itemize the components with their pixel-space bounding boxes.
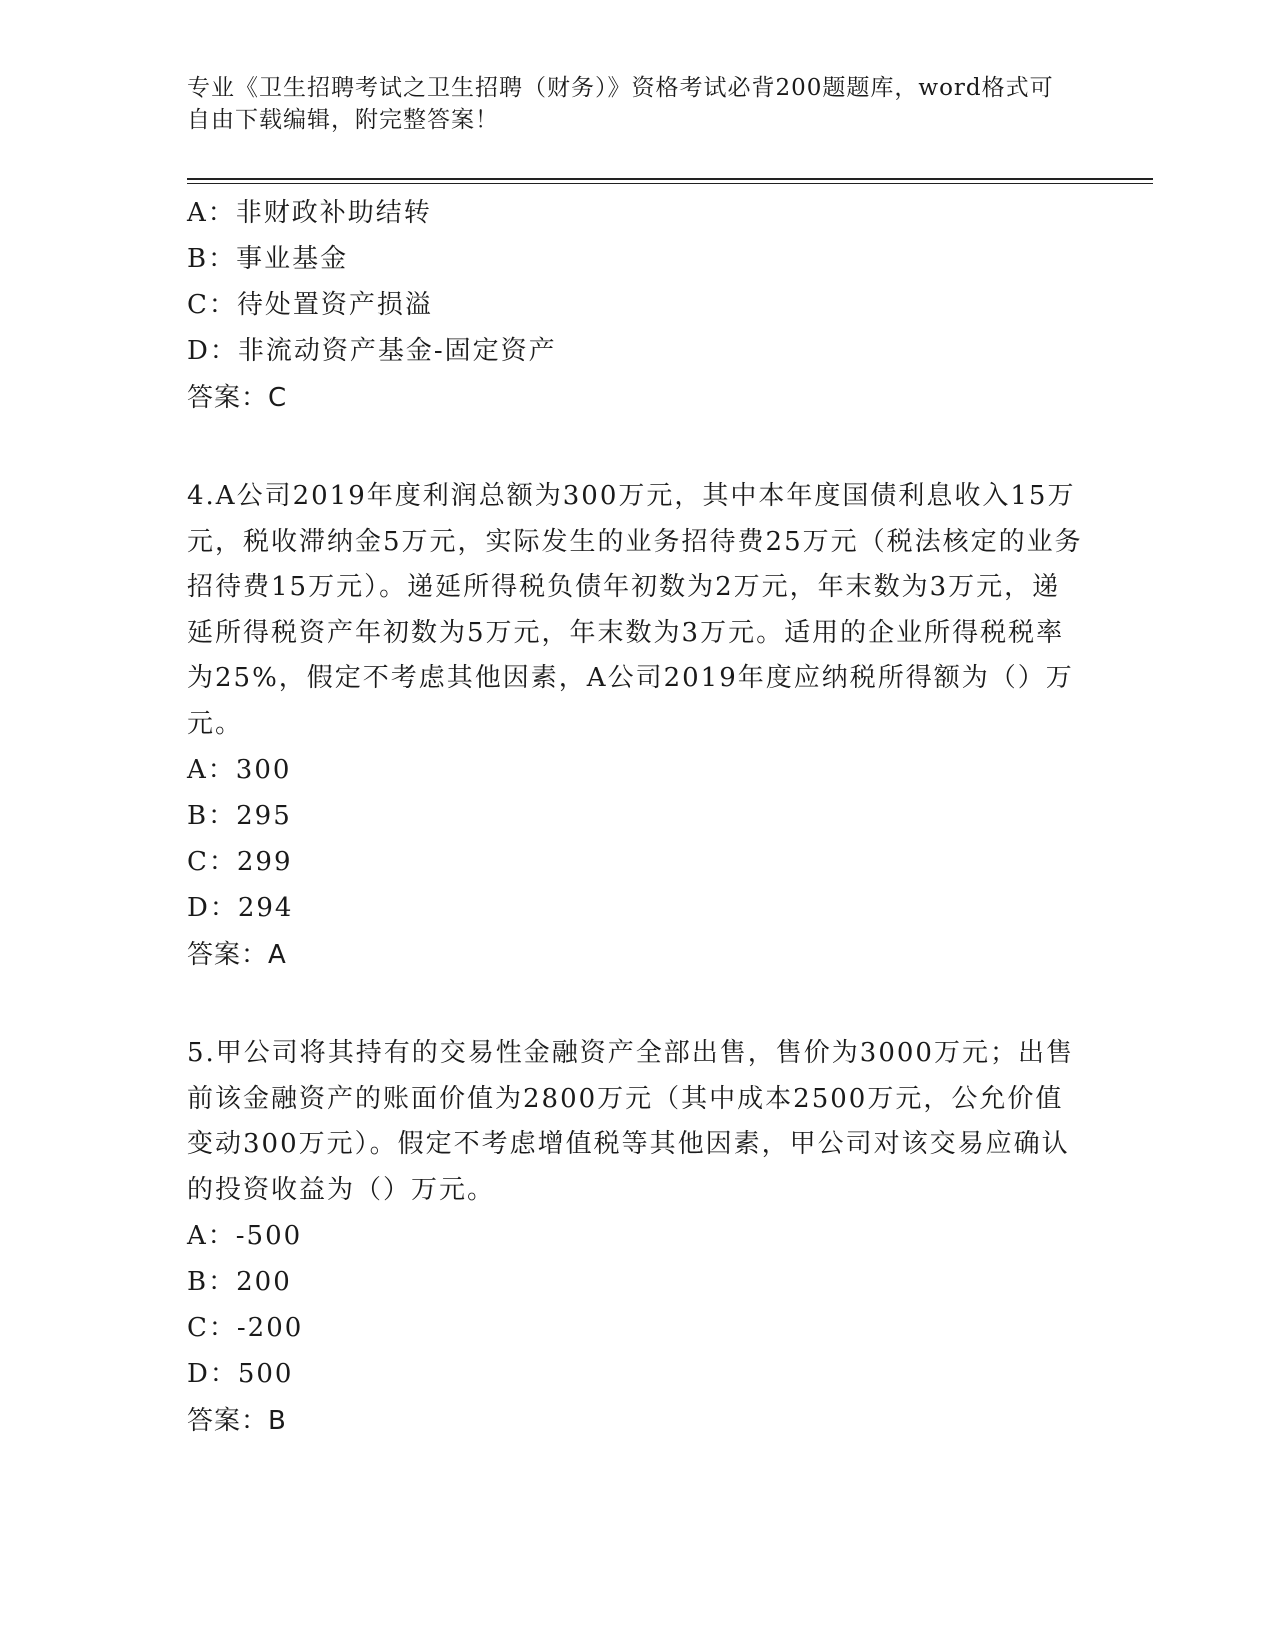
- answer: 答案：A: [187, 940, 287, 970]
- option-b: B：295: [187, 801, 292, 831]
- answer: 答案：B: [187, 1406, 287, 1436]
- question-content: [187, 190, 1087, 1445]
- option-c: C：299: [187, 847, 293, 877]
- question-5: [187, 1031, 1087, 1445]
- question-stem: 4.A公司2019年度利润总额为300万元，其中本年度国债利息收入15万元，税收滞纳金5万元，实际发生的业务招待费25万元（税法核定的业务招待费15万元）。递延所得税负债年初数为2万元，年末数为3万元，递延所得税资产年初数为5万元，年末数为3万元。适用的企业所得税税率为25%，假定不考虑其他因素，A公司2019年度应纳税所得额为（）万元。: [187, 481, 1083, 739]
- answer: 答案：C: [187, 383, 288, 413]
- option-d: D：500: [187, 1359, 294, 1389]
- spacer: [187, 979, 1087, 1031]
- option-a: A：300: [187, 755, 292, 785]
- option-c: C：待处置资产损溢: [187, 290, 433, 320]
- option-b: B：事业基金: [187, 244, 349, 274]
- header-rule-thin: [187, 183, 1153, 184]
- option-d: D：294: [187, 893, 294, 923]
- header-rule: [187, 178, 1153, 180]
- spacer: [187, 422, 1087, 474]
- document-header: 专业《卫生招聘考试之卫生招聘（财务）》资格考试必背200题题库，word格式可自由下载编辑，附完整答案！: [187, 75, 1054, 133]
- question-stem: 5.甲公司将其持有的交易性金融资产全部出售，售价为3000万元；出售前该金融资产的账面价值为2800万元（其中成本2500万元，公允价值变动300万元）。假定不考虑增值税等其他因素，甲公司对该交易应确认的投资收益为（）万元。: [187, 1038, 1074, 1205]
- option-d: D：非流动资产基金-固定资产: [187, 336, 557, 366]
- question-3: [187, 190, 1087, 422]
- question-4: [187, 474, 1087, 979]
- option-c: C：-200: [187, 1313, 304, 1343]
- option-a: A：非财政补助结转: [187, 198, 432, 228]
- option-a: A：-500: [187, 1221, 303, 1251]
- option-b: B：200: [187, 1267, 292, 1297]
